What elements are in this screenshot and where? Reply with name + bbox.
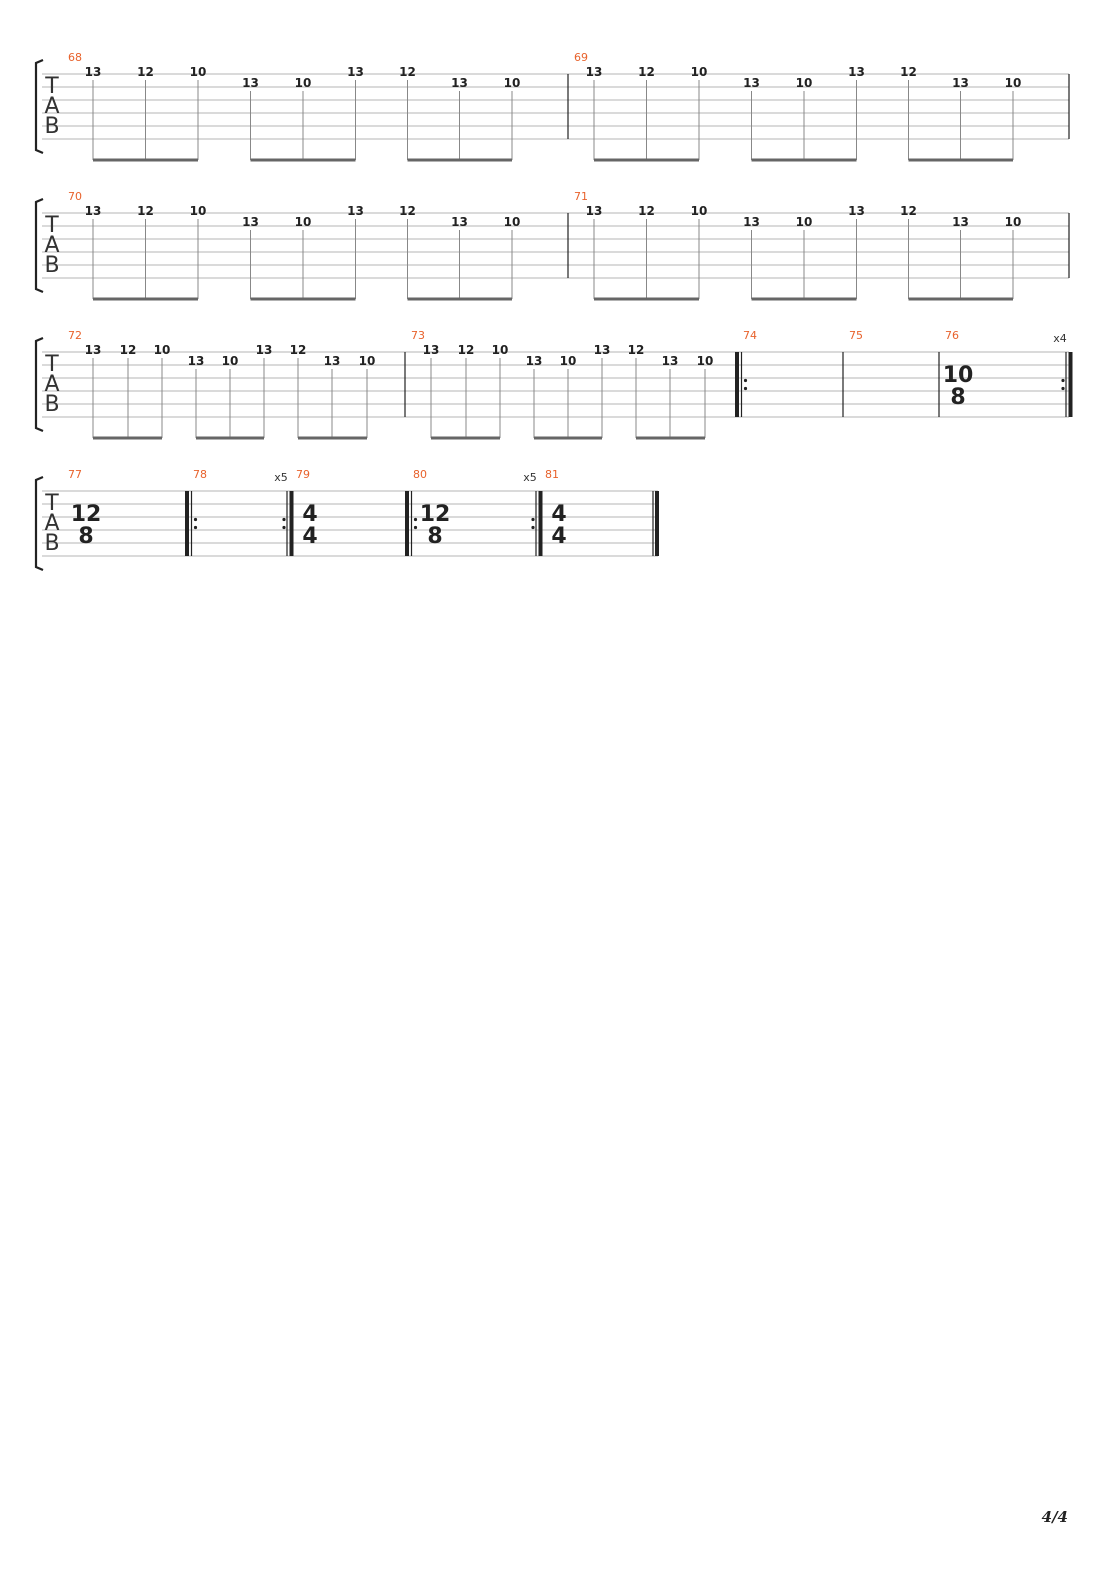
fret-number: 12 — [137, 65, 154, 79]
tab-clef-letter: A — [44, 511, 60, 536]
measure-number: 81 — [545, 468, 559, 481]
fret-number: 12 — [289, 343, 307, 357]
tab-clef-letter: B — [44, 253, 60, 278]
tab-clef-letter: B — [44, 114, 60, 139]
fret-number: 12 — [638, 65, 655, 79]
fret-number: 13 — [84, 65, 102, 79]
repeat-dot — [194, 518, 197, 521]
fret-number: 13 — [451, 76, 468, 90]
repeat-start-thick-bar — [405, 491, 409, 556]
fret-number: 13 — [525, 354, 543, 368]
measure-78 — [193, 468, 288, 484]
measure-number: 80 — [413, 468, 427, 481]
measure-72 — [68, 329, 375, 438]
fret-number: 12 — [638, 204, 655, 218]
measure-81 — [545, 468, 567, 549]
tab-system — [36, 329, 1069, 438]
fret-number: 10 — [153, 343, 171, 357]
fret-number: 13 — [848, 65, 865, 79]
page-number: 4/4 — [1041, 1508, 1068, 1526]
final-thick-bar — [655, 491, 659, 556]
fret-number: 10 — [1004, 215, 1022, 229]
fret-number: 12 — [900, 65, 917, 79]
tab-clef-letter: T — [45, 213, 59, 238]
measure-71 — [574, 190, 1021, 299]
time-signature-bottom: 8 — [78, 524, 94, 549]
repeat-dot — [282, 526, 285, 529]
fret-number: 12 — [457, 343, 475, 357]
tab-clef-letter: T — [45, 352, 59, 377]
fret-number: 13 — [84, 343, 102, 357]
fret-number: 10 — [1004, 76, 1022, 90]
fret-number: 10 — [503, 215, 521, 229]
fret-number: 10 — [358, 354, 376, 368]
repeat-dot — [744, 387, 747, 390]
fret-number: 13 — [255, 343, 273, 357]
tab-clef-letter: T — [45, 74, 59, 99]
fret-number: 10 — [795, 76, 813, 90]
repeat-end-thick-bar — [539, 491, 543, 556]
fret-number: 12 — [399, 204, 416, 218]
repeat-dot — [414, 526, 417, 529]
system-bracket — [36, 199, 43, 292]
measure-number: 71 — [574, 190, 588, 203]
tab-clef-letter: B — [44, 392, 60, 417]
measure-74 — [743, 329, 757, 342]
measure-number: 79 — [296, 468, 310, 481]
fret-number: 13 — [661, 354, 679, 368]
fret-number: 13 — [585, 204, 603, 218]
fret-number: 10 — [559, 354, 577, 368]
repeat-dot — [531, 526, 534, 529]
time-signature-top: 10 — [942, 363, 974, 388]
fret-number: 13 — [743, 215, 760, 229]
fret-number: 10 — [696, 354, 714, 368]
time-signature-top: 12 — [419, 502, 451, 527]
fret-number: 13 — [323, 354, 341, 368]
system-bracket — [36, 338, 43, 431]
tab-clef-letter: A — [44, 372, 60, 397]
fret-number: 12 — [119, 343, 137, 357]
fret-number: 12 — [900, 204, 917, 218]
fret-number: 13 — [347, 204, 364, 218]
fret-number: 10 — [189, 65, 207, 79]
fret-number: 10 — [491, 343, 509, 357]
repeat-dot — [744, 379, 747, 382]
fret-number: 13 — [593, 343, 611, 357]
system-bracket — [36, 60, 43, 153]
fret-number: 13 — [952, 76, 969, 90]
fret-number: 13 — [84, 204, 102, 218]
repeat-dot — [1061, 379, 1064, 382]
repeat-count: x5 — [274, 471, 288, 484]
measure-69 — [574, 51, 1021, 160]
fret-number: 13 — [187, 354, 205, 368]
tab-clef-letter: A — [44, 94, 60, 119]
system-bracket — [36, 477, 43, 570]
fret-number: 10 — [690, 65, 708, 79]
fret-number: 10 — [221, 354, 239, 368]
time-signature-top: 12 — [70, 502, 102, 527]
fret-number: 10 — [503, 76, 521, 90]
fret-number: 10 — [294, 76, 312, 90]
time-signature-top: 4 — [551, 502, 567, 527]
fret-number: 10 — [294, 215, 312, 229]
time-signature-bottom: 8 — [950, 385, 966, 410]
fret-number: 13 — [848, 204, 865, 218]
measure-number: 75 — [849, 329, 863, 342]
measure-number: 77 — [68, 468, 82, 481]
measure-68 — [68, 51, 520, 160]
tab-system — [36, 468, 658, 570]
time-signature-top: 4 — [302, 502, 318, 527]
measure-number: 74 — [743, 329, 757, 342]
measure-75 — [849, 329, 863, 342]
tab-system — [36, 51, 1069, 160]
repeat-start-thick-bar — [735, 352, 739, 417]
fret-number: 12 — [137, 204, 154, 218]
measure-80 — [413, 468, 537, 549]
measure-70 — [68, 190, 520, 299]
fret-number: 10 — [189, 204, 207, 218]
measure-number: 72 — [68, 329, 82, 342]
tab-clef-letter: T — [45, 491, 59, 516]
measure-number: 70 — [68, 190, 82, 203]
fret-number: 13 — [347, 65, 364, 79]
fret-number: 10 — [795, 215, 813, 229]
repeat-dot — [194, 526, 197, 529]
measure-number: 76 — [945, 329, 959, 342]
repeat-dot — [414, 518, 417, 521]
measure-76 — [943, 329, 1067, 410]
fret-number: 12 — [399, 65, 416, 79]
measure-number: 78 — [193, 468, 207, 481]
time-signature-bottom: 4 — [302, 524, 318, 549]
measure-79 — [296, 468, 318, 549]
measure-number: 68 — [68, 51, 82, 64]
fret-number: 12 — [627, 343, 645, 357]
repeat-dot — [1061, 387, 1064, 390]
measure-number: 73 — [411, 329, 425, 342]
fret-number: 13 — [451, 215, 468, 229]
tab-clef-letter: B — [44, 531, 60, 556]
fret-number: 13 — [242, 76, 259, 90]
measure-73 — [411, 329, 713, 438]
fret-number: 13 — [422, 343, 440, 357]
time-signature-bottom: 4 — [551, 524, 567, 549]
repeat-end-thick-bar — [1069, 352, 1073, 417]
measure-77 — [68, 468, 101, 549]
fret-number: 13 — [952, 215, 969, 229]
tab-clef-letter: A — [44, 233, 60, 258]
repeat-end-thick-bar — [290, 491, 294, 556]
measure-number: 69 — [574, 51, 588, 64]
repeat-count: x4 — [1053, 332, 1067, 345]
fret-number: 13 — [242, 215, 259, 229]
tab-system — [36, 190, 1069, 299]
repeat-start-thick-bar — [185, 491, 189, 556]
fret-number: 10 — [690, 204, 708, 218]
time-signature-bottom: 8 — [427, 524, 443, 549]
fret-number: 13 — [585, 65, 603, 79]
repeat-dot — [531, 518, 534, 521]
fret-number: 13 — [743, 76, 760, 90]
repeat-count: x5 — [523, 471, 537, 484]
repeat-dot — [282, 518, 285, 521]
